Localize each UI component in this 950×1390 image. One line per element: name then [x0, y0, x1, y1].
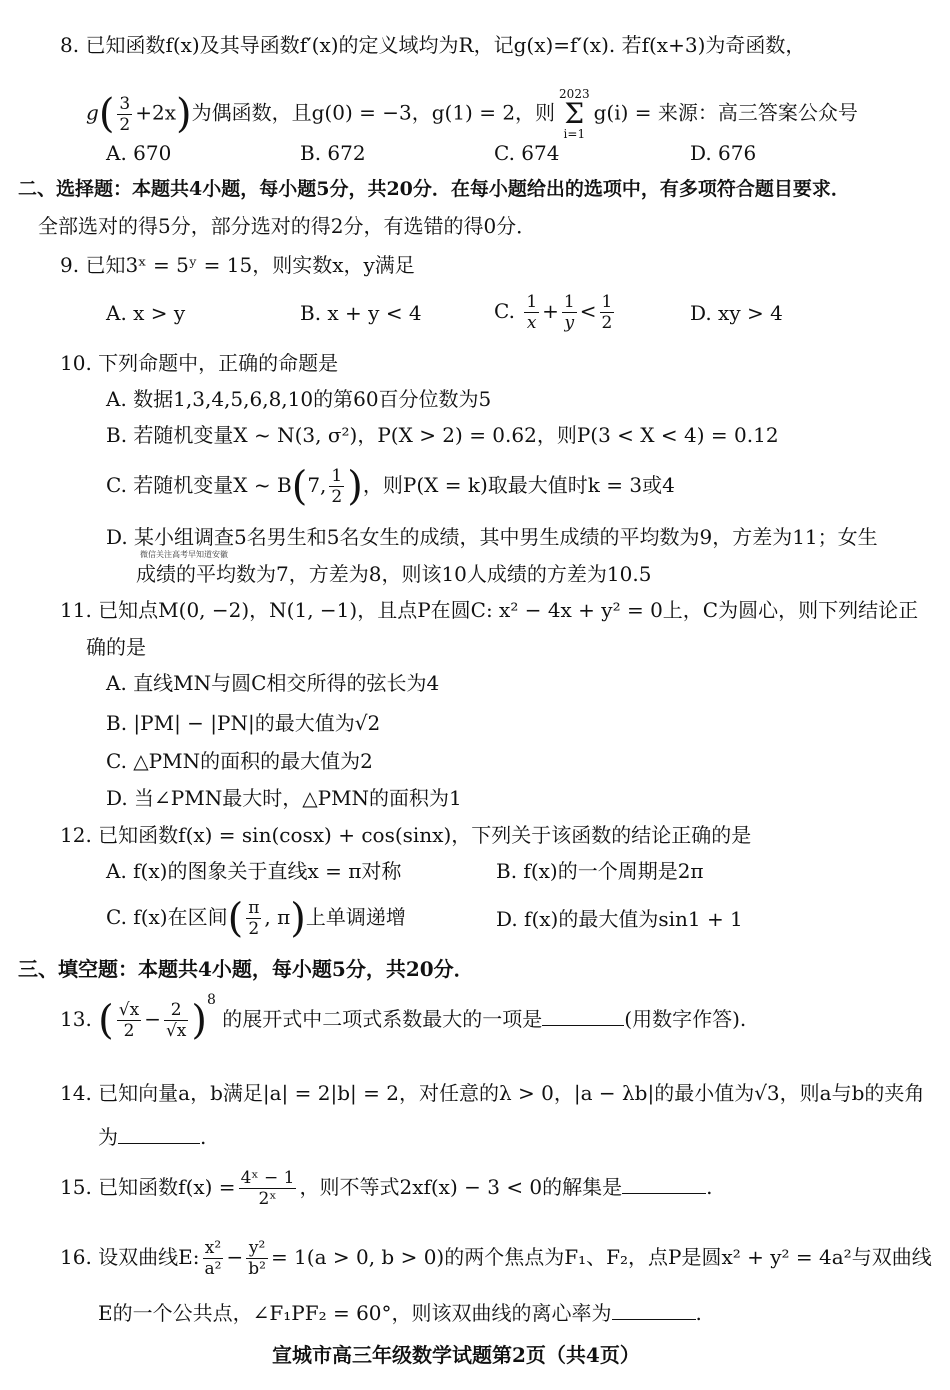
q11-option-c: C. △PMN的面积的最大值为2	[106, 749, 373, 773]
q12-stem: 12. 已知函数f(x) = sin(cosx) + cos(sinx)，下列关于该函数的结论正确的是	[60, 823, 752, 847]
q11-stem-line2: 确的是	[86, 635, 146, 659]
q8-paren-close: )	[176, 91, 192, 137]
q8-line2	[86, 88, 858, 140]
q9-option-c: C. $\frac{1}{x}$ + $\frac{1}{y}$ < $\frac{1}{2}$	[494, 292, 613, 333]
q9-option-b: B. x + y < 4	[300, 301, 422, 325]
q11-option-b: B. |PM| − |PN|的最大值为√2	[106, 711, 381, 735]
q12-option-b: B. f(x)的一个周期是2π	[496, 859, 704, 883]
q9-stem: 9. 已知3ˣ = 5ʸ = 15，则实数x，y满足	[60, 253, 415, 277]
watermark-text: 微信关注高考早知道安徽	[140, 550, 228, 559]
q8-end: g(i) = 来源：高三答案公众号	[593, 100, 858, 125]
q12-option-a: A. f(x)的图象关于直线x = π对称	[106, 859, 402, 883]
q8-g: g	[86, 100, 99, 125]
q8-fraction: $\frac{3}{2}$	[119, 93, 131, 135]
q15-line: 15. 已知函数f(x) = $\frac{\text{4ˣ − 1}}{\text{2ˣ}}$ ，则不等式2xf(x) − 3 < 0的解集是 .	[60, 1168, 713, 1209]
q16-line2: E的一个公共点，∠F₁PF₂ = 60°，则该双曲线的离心率为 .	[98, 1301, 702, 1325]
section3-heading: 三、填空题：本题共4小题，每小题5分，共20分．	[18, 957, 474, 981]
q14-line2: 为 .	[98, 1125, 207, 1149]
q10-option-c: C. 若随机变量X ~ B(7, $\frac{1}{2}$ )，则P(X = k)取最大值时k = 3或4	[106, 463, 675, 510]
section2-heading: 二、选择题：本题共4小题，每小题5分，共20分．在每小题给出的选项中，有多项符合题目要求．	[18, 178, 850, 200]
section2-heading2: 全部选对的得5分，部分选对的得2分，有选错的得0分．	[38, 214, 537, 238]
q10-stem: 10. 下列命题中，正确的命题是	[60, 351, 339, 375]
q8-option-d: D. 676	[690, 141, 757, 165]
q8-mid: +2x	[135, 100, 177, 125]
q8-rest: 为偶函数，且g(0) = −3，g(1) = 2，则	[191, 100, 556, 125]
q8-paren-open: (	[98, 91, 115, 137]
q13-answer-blank[interactable]	[542, 1007, 624, 1026]
q11-option-a: A. 直线MN与圆C相交所得的弦长为4	[106, 671, 440, 695]
q11-option-d: D. 当∠PMN最大时，△PMN的面积为1	[106, 786, 462, 810]
q9-option-d: D. xy > 4	[690, 301, 783, 325]
q14-answer-blank[interactable]	[118, 1125, 200, 1144]
q15-answer-blank[interactable]	[622, 1175, 706, 1194]
q10-option-d-line2: 成绩的平均数为7，方差为8，则该10人成绩的方差为10.5	[136, 562, 652, 586]
q10-option-b: B. 若随机变量X ~ N(3, σ²)，P(X > 2) = 0.62，则P(3 < X < 4) = 0.12	[106, 423, 779, 447]
q8-summation: 2023 Σ i=1	[559, 87, 590, 141]
page-footer: 宣城市高三年级数学试题第2页（共4页）	[272, 1343, 640, 1367]
q10-option-a: A. 数据1,3,4,5,6,8,10的第60百分位数为5	[106, 387, 492, 411]
q8-line1: 8. 已知函数f(x)及其导函数f′(x)的定义域均为R，记g(x)=f′(x). 若f(x+3)为奇函数，	[60, 33, 806, 57]
q9-option-a: A. x > y	[106, 301, 186, 325]
q12-option-c: C. f(x)在区间( $\frac{\pi}{2}$ , π)上单调递增	[106, 895, 406, 942]
q16-line1: 16. 设双曲线E: $\frac{\text{x²}}{\text{a²}}$ − $\frac{\text{y²}}{\text{b²}}$ = 1(a > 0, b > 0)的两个焦点为F₁、F₂，点P是圆x² + y² = 4a²与双曲线	[60, 1238, 932, 1279]
q13-line: 13. ( $\frac{√x}{2}$ − $\frac{2}{√x}$ )$^8$ 的展开式中二项式系数最大的一项是 (用数字作答).	[60, 992, 747, 1044]
q12-option-d: D. f(x)的最大值为sin1 + 1	[496, 907, 743, 931]
q16-answer-blank[interactable]	[612, 1301, 696, 1320]
q8-option-b: B. 672	[300, 141, 366, 165]
q11-stem-line1: 11. 已知点M(0, −2)，N(1, −1)，且点P在圆C: x² − 4x + y² = 0上，C为圆心，则下列结论正	[60, 598, 919, 622]
q14-line1: 14. 已知向量a，b满足|a| = 2|b| = 2，对任意的λ > 0，|a − λb|的最小值为√3，则a与b的夹角	[60, 1081, 925, 1105]
q8-option-c: C. 674	[494, 141, 560, 165]
q8-option-a: A. 670	[106, 141, 172, 165]
q10-option-d-line1: D. 某小组调查5名男生和5名女生的成绩，其中男生成绩的平均数为9，方差为11；女生	[106, 525, 878, 549]
